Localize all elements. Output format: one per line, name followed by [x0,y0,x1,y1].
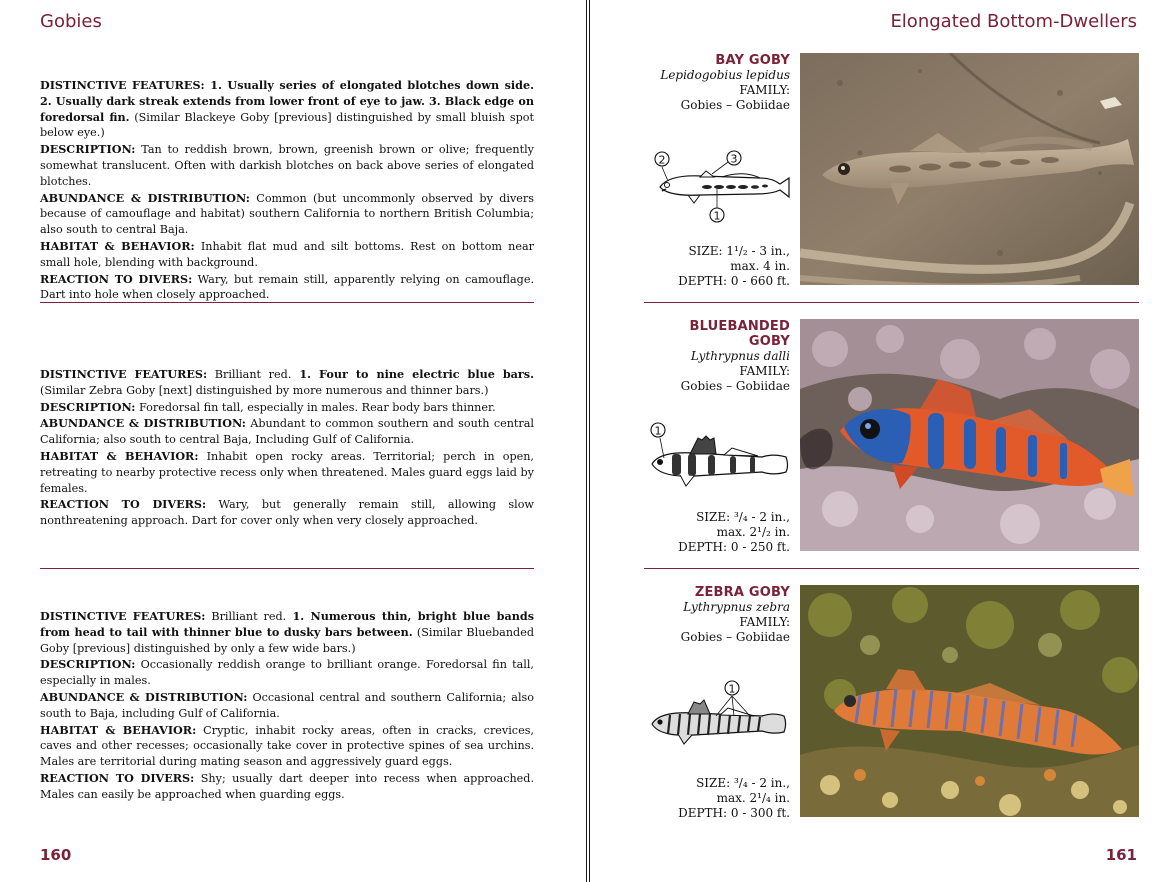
section-divider [40,302,534,303]
zebra-goby-size: SIZE: ³/₄ - 2 in., max. 2¹/₄ in. DEPTH: 0 - 300 ft. [678,776,790,820]
callout-number: 1 [713,209,721,223]
bluebanded-goby-line-drawing [650,420,790,495]
bay-goby-header [644,53,790,113]
description: DESCRIPTION: Foredorsal fin tall, especially in males. Rear body bars thinner. [40,399,496,414]
habitat-behavior: HABITAT & BEHAVIOR: Cryptic, inhabit rocky areas, often in cracks, crevices, caves and other recesses; occasionally take cover in protective spines of sea urchins. Males are territorial during mating season and aggressively guard eggs. [40,722,534,769]
callout-number: 1 [728,682,736,696]
bluebanded-goby-header [644,319,790,394]
page-number-right: 161 [1105,846,1137,864]
common-name: BLUEBANDED GOBY [689,319,790,349]
reaction-to-divers: REACTION TO DIVERS: Shy; usually dart deeper into recess when approached. Males can easily be approached when guarding eggs. [40,770,534,801]
zebra-goby-photo [800,585,1139,817]
distinctive-features: DISTINCTIVE FEATURES: Brilliant red. 1. Numerous thin, bright blue bands from head to tail with thinner blue to dusky bars between. (Similar Bluebanded Goby [previous] distinguished by only a few wide bars.) [40,609,534,655]
page-number-left: 160 [40,846,72,864]
scientific-name: Lepidogobius lepidus [660,68,790,82]
running-head-right: Elongated Bottom-Dwellers [890,11,1137,32]
description: DESCRIPTION: Occasionally reddish orange to brilliant orange. Foredorsal fin tall, especially in males. [40,657,534,688]
family-label: FAMILY: [739,615,790,629]
running-head-left: Gobies [40,11,102,32]
habitat-behavior: HABITAT & BEHAVIOR: Inhabit open rocky areas. Territorial; perch in open, retreating to nearby protective recess only when threatened. Males guard eggs laid by females. [40,448,534,495]
left-page [0,0,586,882]
family-name: Gobies – Gobiidae [680,630,790,644]
common-name: BAY GOBY [715,53,790,68]
bluebanded-goby-description [40,367,534,530]
reaction-to-divers: REACTION TO DIVERS: Wary, but generally remain still, allowing slow nonthreatening approach. Dart for cover only when very closely approached. [40,497,535,528]
reaction-to-divers: REACTION TO DIVERS: Wary, but remain still, apparently relying on camouflage. Dart into hole when closely approached. [40,271,534,302]
zebra-goby-description [40,609,534,804]
bay-goby-size: SIZE: 1¹/₂ - 3 in., max. 4 in. DEPTH: 0 - 660 ft. [678,244,790,288]
distinctive-features: DISTINCTIVE FEATURES: 1. Usually series of elongated blotches down side. 2. Usually dark streak extends from lower front of eye to jaw. 3. Black edge on foredorsal fin. (Similar Blackeye Goby [previous] distinguished by small bluish spot below eye.) [40,78,535,140]
bluebanded-goby-photo [800,319,1139,551]
callout-number: 2 [658,153,666,167]
family-label: FAMILY: [739,83,790,97]
scientific-name: Lythrypnus dalli [690,349,790,363]
common-name: ZEBRA GOBY [694,585,790,600]
section-divider [644,302,1139,303]
bay-goby-line-drawing [652,145,792,225]
family-name: Gobies – Gobiidae [680,98,790,112]
bay-goby-photo [800,53,1139,285]
distinctive-features: DISTINCTIVE FEATURES: Brilliant red. 1. Four to nine electric blue bars. (Similar Zebra Goby [next] distinguished by more numerous and thinner bars.) [40,367,534,397]
habitat-behavior: HABITAT & BEHAVIOR: Inhabit flat mud and silt bottoms. Rest on bottom near small hole, blending with background. [40,238,534,269]
family-label: FAMILY: [739,364,790,378]
description: DESCRIPTION: Tan to reddish brown, brown, greenish brown or olive; frequently somewhat translucent. Often with darkish blotches on back above series of elongated blotches. [40,142,534,188]
bluebanded-goby-size: SIZE: ³/₄ - 2 in., max. 2¹/₂ in. DEPTH: 0 - 250 ft. [678,510,790,554]
bay-goby-description [40,78,534,304]
zebra-goby-line-drawing [650,676,790,746]
scientific-name: Lythrypnus zebra [683,600,790,614]
family-name: Gobies – Gobiidae [680,379,790,393]
callout-number: 1 [654,424,662,438]
section-divider [644,568,1139,569]
right-page [590,0,1176,882]
callout-number: 3 [730,152,738,166]
abundance-distribution: ABUNDANCE & DISTRIBUTION: Common (but uncommonly observed by divers because of camouflage and habitat) southern California to northern British Columbia; also south to central Baja. [40,190,535,237]
abundance-distribution: ABUNDANCE & DISTRIBUTION: Occasional central and southern California; also south to Baja, including Gulf of California. [40,689,534,720]
section-divider [40,568,534,569]
zebra-goby-header [644,585,790,645]
abundance-distribution: ABUNDANCE & DISTRIBUTION: Abundant to common southern and south central California; also south to central Baja, Including Gulf of California. [40,416,534,447]
